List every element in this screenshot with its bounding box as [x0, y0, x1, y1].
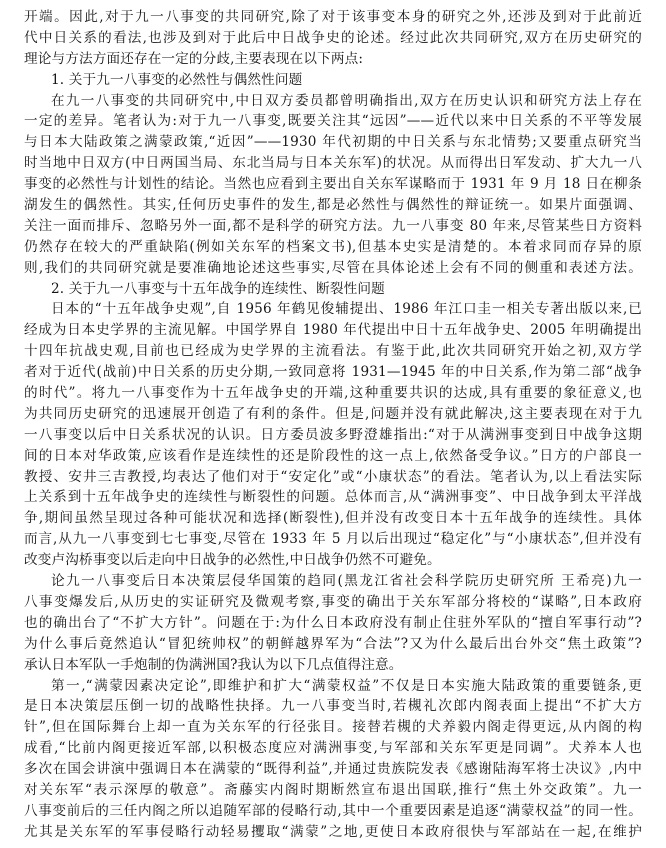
text-line: 时当地中日双方(中日两国当局、东北当局与日本关东军)的状况。从而得出日军发动、扩大九一八 — [24, 155, 642, 172]
text-line: 者对于近代(战前)中日关系的历史分期,一致同意将 1931—1945 年的中日关系,作为第二部“战争 — [24, 364, 642, 381]
section-heading: 2. 关于九一八事变与十五年战争的连续性、断裂性问题 — [51, 280, 385, 297]
text-line: 事变的必然性与计划性的结论。当然也应看到主要出自关东军谋略而于 1931 年 9 月 18 日在柳条 — [24, 176, 642, 193]
text-line: 针”,但在国际舞台上却一直为关东军的行径张目。接替若槻的犬养毅内阁走得更远,从内阁的构 — [24, 719, 642, 736]
text-line: 一定的差异。笔者认为:对于九一八事变,既要关注其“远因”——近代以来中日关系的不平等发展 — [24, 113, 642, 130]
text-line: 湖发生的偶然性。其实,任何历史事件的发生,都是必然性与偶然性的辩证统一。如果片面强调、 — [24, 197, 642, 214]
text-line: 一八事变以后中日关系状况的认识。日方委员波多野澄雄指出:“对于从满洲事变到日中战争这期 — [24, 426, 642, 443]
text-line: 教授、安井三吉教授,均表达了他们对于“安定化”或“小康状态”的看法。笔者认为,以上看法实际 — [24, 468, 642, 485]
text-line: 争,期间虽然呈现过各种可能状况和选择(断裂性),但并没有改变日本十五年战争的连续性。具体 — [24, 510, 642, 527]
text-line: 为什么事后竟然追认“冒犯统帅权”的朝鲜越界军为“合法”?又为什么最后出台外交“焦土政策”? — [24, 635, 642, 652]
text-line: 是日本决策层压倒一切的战略性抉择。九一八事变当时,若槻礼次郎内阁表面上提出“不扩大方 — [24, 698, 642, 715]
document-page — [24, 7, 642, 843]
text-line: 代中日关系的看法,也涉及到对于此后中日战争史的论述。经过此次共同研究,双方在历史研究的 — [24, 29, 642, 46]
text-line: 关注一面而排斥、忽略另外一面,都不是科学的研究方法。九一八事变 80 年来,尽管某些日方资料 — [24, 217, 642, 234]
text-line: 理论与方法方面还存在一定的分歧,主要表现在以下两点: — [24, 50, 364, 67]
text-line: 承认日本军队一手炮制的伪满洲国?我认为以下几点值得注意。 — [24, 656, 403, 673]
text-line: 日本的“十五年战争史观”,自 1956 年鹤见俊辅提出、1986 年江口圭一相关专著出版以来,已 — [51, 301, 642, 318]
text-line: 则,我们的共同研究就是要准确地论述这些事实,尽管在具体论述上会有不同的侧重和表述方法。 — [24, 259, 642, 276]
text-line: 上关系到十五年战争史的连续性与断裂性的问题。总体而言,从“满洲事变”、中日战争到太平洋战 — [24, 489, 642, 506]
text-line: 为共同历史研究的迅速展开创造了有利的条件。但是,问题并没有就此解决,这主要表现在对于九 — [24, 405, 642, 422]
text-line: 八事变前后的三任内阁之所以追随军部的侵略行动,其中一个重要因素是追逐“满蒙权益”的同一性。 — [24, 802, 642, 819]
text-line: 多次在国会讲演中强调日本在满蒙的“既得利益”,并通过贵族院发表《感谢陆海军将士决议》,内中 — [24, 761, 642, 778]
text-line: 经成为日本史学界的主流见解。中国学界自 1980 年代提出中日十五年战争史、2005 年明确提出 — [24, 322, 642, 339]
text-line: 而言,从九一八事变到七七事变,尽管在 1933 年 5 月以后出现过“稳定化”与“小康状态”,但并没有 — [24, 531, 642, 548]
text-line: 仍然存在较大的严重缺陷(例如关东军的档案文书),但基本史实是清楚的。本着求同而存异的原 — [24, 238, 642, 255]
text-line: 也的确出台了“不扩大方针”。问题在于:为什么日本政府没有制止住驻外军队的“擅自军事行动”? — [24, 614, 642, 631]
text-line: 成看,“比前内阁更接近军部,以积极态度应对满洲事变,与军部和关东军更是同调”。犬养本人也 — [24, 740, 642, 757]
text-line: 对关东军“表示深厚的敬意”。斋藤实内阁时期断然宣布退出国联,推行“焦土外交政策”。九一 — [24, 781, 642, 798]
text-line: 与日本大陆政策之满蒙政策,“近因”——1930 年代初期的中日关系与东北情势;又要重点研究当 — [24, 134, 642, 151]
text-line: 论九一八事变后日本决策层侵华国策的趋同(黑龙江省社会科学院历史研究所 王希亮)九一 — [51, 573, 642, 590]
text-line: 开端。因此,对于九一八事变的共同研究,除了对于该事变本身的研究之外,还涉及到对于此前近 — [24, 9, 642, 25]
section-heading: 1. 关于九一八事变的必然性与偶然性问题 — [51, 71, 303, 88]
text-line: 十四年抗战史观,目前也已经成为史学界的主流看法。有鉴于此,此次共同研究开始之初,双方学 — [24, 343, 642, 360]
text-line: 第一,“满蒙因素决定论”,即维护和扩大“满蒙权益”不仅是日本实施大陆政策的重要链条,更 — [51, 677, 642, 694]
text-line: 间的日本对华政策,应该看作是连续性的还是阶段性的这一点上,依然备受争议。”日方的户部良一 — [24, 447, 642, 464]
text-line: 改变卢沟桥事变以后走向中日战争的必然性,中日战争仍然不可避免。 — [24, 552, 441, 569]
text-line: 尤其是关东军的军事侵略行动轻易攫取“满蒙”之地,更使日本政府很快与军部站在一起,在维护 — [24, 823, 642, 840]
text-line: 在九一八事变的共同研究中,中日双方委员都曾明确指出,双方在历史认识和研究方法上存在 — [51, 92, 642, 109]
text-line: 八事变爆发后,从历史的实证研究及微观考察,事变的确出于关东军部分将校的“谋略”,日本政府 — [24, 593, 642, 610]
text-line: 的时代”。将九一八事变作为十五年战争史的开端,这种重要共识的达成,具有重要的象征意义,也 — [24, 385, 642, 402]
